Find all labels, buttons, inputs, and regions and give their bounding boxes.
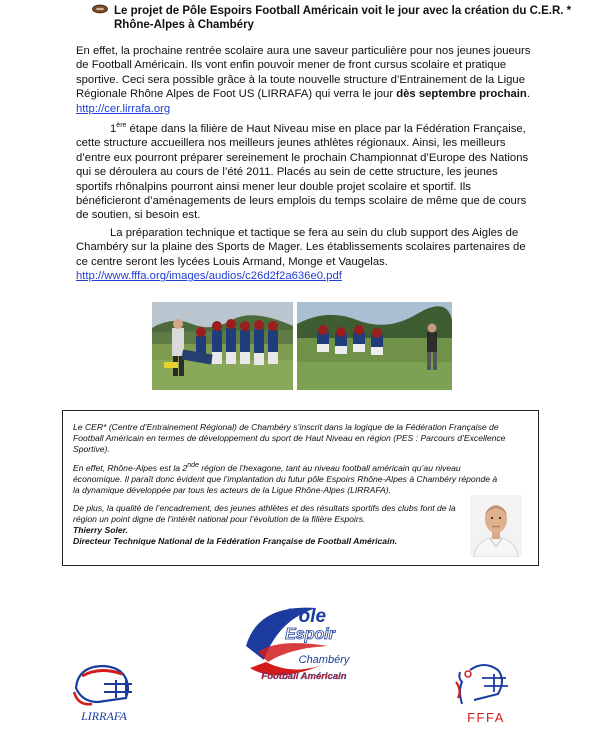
first-step-sup: ère — [116, 122, 127, 130]
quote-paragraph-3: De plus, la qualité de l’encadrement, des jeunes athlètes et des résultats sportifs des clubs font de la région un point digne de l’intérêt national pour l’évolution de la filière Espoirs. — [73, 503, 456, 525]
paragraph-preparation — [76, 226, 531, 284]
lirrafa-link[interactable]: http://cer.lirrafa.org — [76, 102, 171, 115]
training-photo-drill — [297, 302, 452, 390]
lirrafa-logo — [70, 662, 138, 724]
first-step-number: 1 — [110, 123, 117, 135]
quote-paragraph-2 — [73, 463, 498, 496]
signature-title: Directeur Technique National de la Fédération Française de Football Américain. — [73, 536, 398, 547]
paragraph-intro — [76, 44, 531, 116]
lirrafa-logo-text: LIRRAFA — [81, 709, 127, 723]
quote-paragraph-1: Le CER* (Centre d’Entrainement Régional) de Chambéry s’inscrit dans la logique de la Fédération Française de Football Américain en termes de développement du sport de Haut Niveau en région (PES : Parcours d’Excellence Sportive). — [73, 422, 506, 454]
quote-p2-end: région de l’hexagone, tant au niveau football américain qu’au niveau économique. Il paraît donc évident que l’implantation du futur pôle Espoirs Rhône-Alpes à Chambéry réponde à la dynamique développée par tous les acteurs de la Ligue Rhône-Alpes (LIRRAFA). — [73, 462, 498, 495]
intro-text: En effet, la prochaine rentrée scolaire aura une saveur particulière pour nos jeunes joueurs de Football Américain. Ils vont enfin pouvoir mener de front cursus scolaire et pratique sportive. Ceci sera possible grâce à la toute nouvelle structure d’Entrainement de la Ligue Régionale Rhône Alpes de Foot US (LIRRAFA) qui verra le jour — [76, 45, 531, 101]
first-step-text: étape dans la filière de Haut Niveau mise en place par la Fédération Française, cette structure accueillera nos meilleurs jeunes athlètes régionaux. Ainsi, les meilleurs d’entre eux pourront préparer sereinement le prochain Championnat d’Europe des Nations qui se déroulera au cours de l’été 2011. Placés au sein de cette structure, les jeunes sportifs rhônalpins pourront ainsi mener leur double projet scolaire et sportif. Ils bénéficieront d’aménagements de leurs emplois du temps scolaire de même que de cours de soutien, si besoin est. — [76, 123, 529, 222]
intro-bold-date: dès septembre prochain — [396, 88, 527, 101]
pole-espoir-logo — [238, 598, 368, 690]
quote-p2-sup: nde — [187, 461, 199, 469]
title-line-1: Le projet de Pôle Espoirs Football Américain voit le jour avec la création du C.E.R. * — [114, 5, 572, 17]
quote-box — [62, 410, 539, 566]
training-photo-coach — [152, 302, 293, 390]
preparation-text: La préparation technique et tactique se fera au sein du club support des Aigles de Chambéry sur la plaine des Sports de Mager. Les établissements scolaires partenaires de ce centre seront les lycées Louis Armand, Monge et Vaugelas. — [76, 227, 526, 268]
title-line-2: Rhône-Alpes à Chambéry — [114, 19, 254, 31]
signature-name: Thierry Soler. — [73, 525, 128, 536]
intro-end: . — [526, 88, 530, 101]
fffa-logo — [448, 660, 522, 726]
quote-p2-start: En effet, Rhône-Alpes est la 2 — [73, 462, 188, 473]
pole-logo-word-3: Chambéry — [298, 654, 350, 666]
football-icon — [92, 4, 108, 14]
paragraph-first-step — [76, 122, 531, 223]
pole-logo-word-2: Espoir — [285, 626, 335, 643]
fffa-pdf-link[interactable]: http://www.fffa.org/images/audios/c26d2f2a636e0.pdf — [76, 270, 342, 283]
quote-text — [73, 422, 528, 547]
portrait-photo — [470, 495, 522, 557]
pole-logo-word-4: Football Américain — [261, 671, 347, 682]
fffa-logo-text: FFFA — [467, 710, 505, 725]
article-title — [92, 4, 592, 32]
pole-logo-word-1: Pole — [285, 606, 327, 627]
